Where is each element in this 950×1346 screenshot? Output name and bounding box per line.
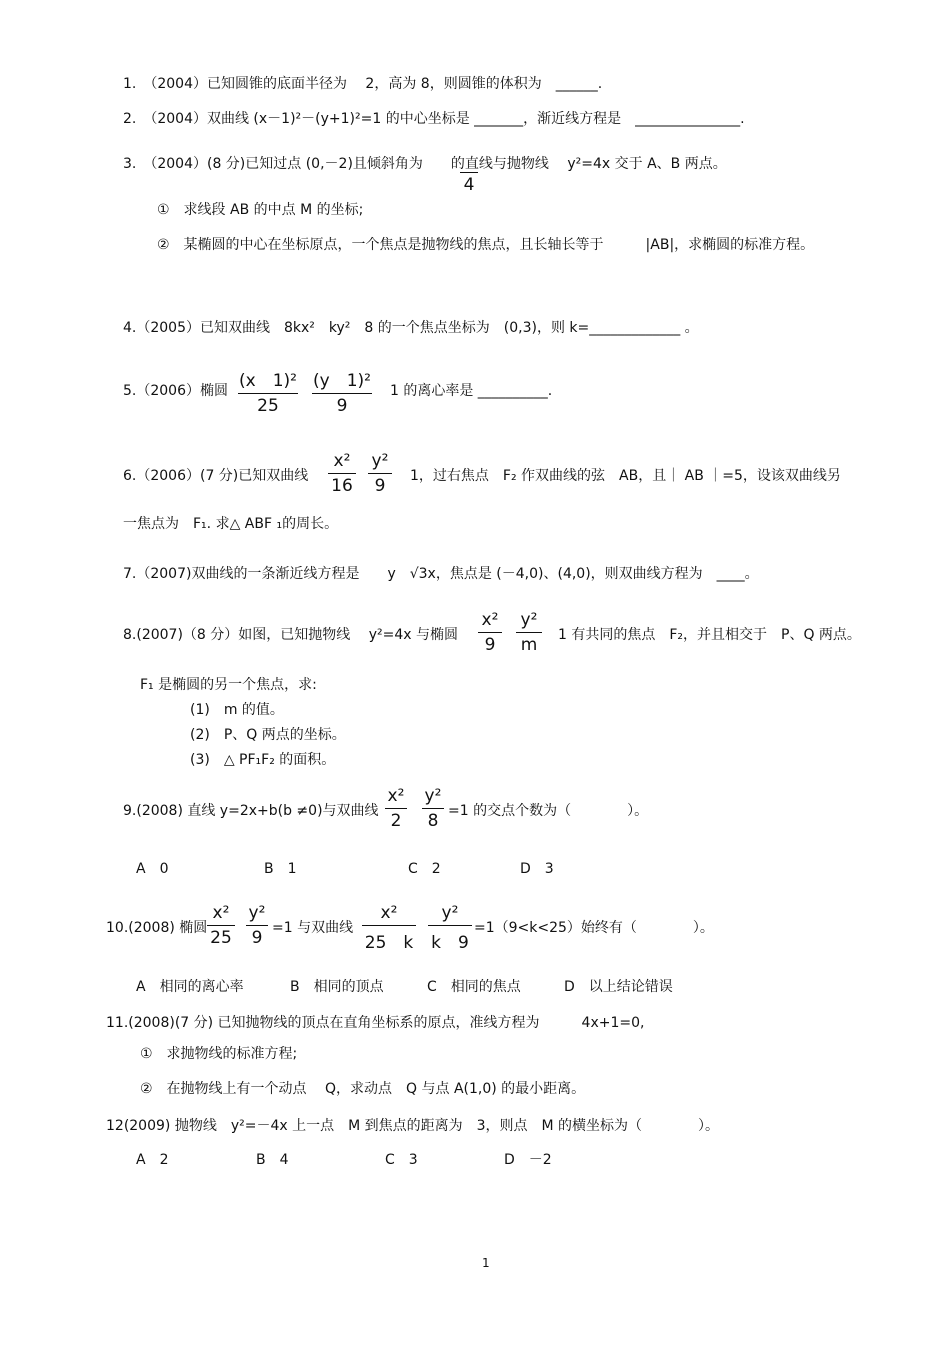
problem-9-fraction-1: x² 2: [385, 786, 407, 831]
problem-8-fraction-2: y² m: [516, 610, 542, 655]
problem-11-part-1: ① 求抛物线的标准方程;: [140, 1046, 298, 1062]
problem-3: 3. （2004）(8 分)已知过点 (0,－2)且倾斜角为 的直线与抛物线 y²=4x 交于 A、B 两点。: [123, 156, 727, 172]
problem-4: 4.（2005）已知双曲线 8kx² ky² 8 的一个焦点坐标为 (0,3)，则 k=_____________ 。: [123, 320, 699, 336]
problem-6-suffix: 1，过右焦点 F₂ 作双曲线的弦 AB，且｜ AB ｜=5，设该双曲线另: [410, 468, 841, 484]
problem-12-option-d: D －2: [504, 1152, 552, 1168]
problem-10-option-b: B 相同的顶点: [290, 979, 384, 995]
problem-11: 11.(2008)(7 分) 已知抛物线的顶点在直角坐标系的原点，准线方程为 4x+1=0,: [106, 1015, 645, 1031]
problem-5-suffix: 1 的离心率是 __________.: [390, 383, 553, 399]
problem-10-middle: =1 与双曲线: [272, 920, 354, 936]
problem-8-sub-3: (3) △ PF₁F₂ 的面积。: [190, 752, 336, 768]
problem-3-part-1: ① 求线段 AB 的中点 M 的坐标;: [157, 202, 364, 218]
problem-6-prefix: 6.（2006）(7 分)已知双曲线: [123, 468, 309, 484]
problem-10-fraction-2: y² 9: [246, 903, 268, 948]
problem-9-option-a: A 0: [136, 861, 169, 877]
problem-12-option-b: B 4: [256, 1152, 289, 1168]
problem-9-option-b: B 1: [264, 861, 297, 877]
problem-9-prefix: 9.(2008) 直线 y=2x+b(b ≠0)与双曲线: [123, 803, 379, 819]
problem-10-fraction-1: x² 25: [207, 903, 235, 948]
problem-10-option-c: C 相同的焦点: [427, 979, 521, 995]
problem-8-line-2: F₁ 是椭圆的另一个焦点，求:: [140, 677, 317, 693]
problem-8-sub-2: (2) P、Q 两点的坐标。: [190, 727, 346, 743]
problem-10-prefix: 10.(2008) 椭圆: [106, 920, 208, 936]
problem-6-fraction-1: x² 16: [328, 451, 356, 496]
problem-6-fraction-2: y² 9: [368, 451, 392, 496]
problem-9-fraction-2: y² 8: [422, 786, 444, 831]
problem-9-option-c: C 2: [408, 861, 441, 877]
problem-10-suffix: =1（9<k<25）始终有（ ）。: [474, 920, 714, 936]
problem-1: 1. （2004）已知圆锥的底面半径为 2，高为 8，则圆锥的体积为 ______.: [123, 76, 603, 92]
problem-12: 12(2009) 抛物线 y²=－4x 上一点 M 到焦点的距离为 3，则点 M 的横坐标为（ ）。: [106, 1118, 720, 1134]
problem-10-option-a: A 相同的离心率: [136, 979, 244, 995]
page-number: 1: [482, 1256, 490, 1270]
problem-8-sub-1: (1) m 的值。: [190, 702, 284, 718]
problem-10-fraction-3: x² 25 k: [362, 903, 416, 953]
problem-11-part-2: ② 在抛物线上有一个动点 Q，求动点 Q 与点 A(1,0) 的最小距离。: [140, 1081, 586, 1097]
problem-10-option-d: D 以上结论错误: [564, 979, 673, 995]
problem-12-option-c: C 3: [385, 1152, 418, 1168]
problem-7: 7.（2007)双曲线的一条渐近线方程是 y √3x，焦点是 (－4,0)、(4,0)，则双曲线方程为 ____。: [123, 566, 759, 582]
problem-9-suffix: =1 的交点个数为（ ）。: [448, 803, 649, 819]
problem-9-option-d: D 3: [520, 861, 554, 877]
problem-5-fraction-2: (y 1)² 9: [313, 371, 371, 416]
problem-3-fraction: 4: [460, 150, 478, 195]
problem-10-fraction-4: y² k 9: [428, 903, 472, 953]
problem-3-part-2: ② 某椭圆的中心在坐标原点，一个焦点是抛物线的焦点，且长轴长等于 |AB|，求椭圆的标准方程。: [157, 237, 815, 253]
problem-5-fraction-1: (x 1)² 25: [239, 371, 297, 416]
problem-8-fraction-1: x² 9: [478, 610, 502, 655]
problem-8-prefix: 8.(2007)（8 分）如图，已知抛物线 y²=4x 与椭圆: [123, 627, 458, 643]
problem-6-line-2: 一焦点为 F₁. 求△ ABF ₁的周长。: [123, 516, 339, 532]
problem-5-prefix: 5.（2006）椭圆: [123, 383, 228, 399]
problem-12-option-a: A 2: [136, 1152, 169, 1168]
problem-2: 2. （2004）双曲线 (x－1)²－(y+1)²=1 的中心坐标是 _______，渐近线方程是 _______________.: [123, 111, 745, 127]
problem-8-suffix: 1 有共同的焦点 F₂，并且相交于 P、Q 两点。: [558, 627, 861, 643]
